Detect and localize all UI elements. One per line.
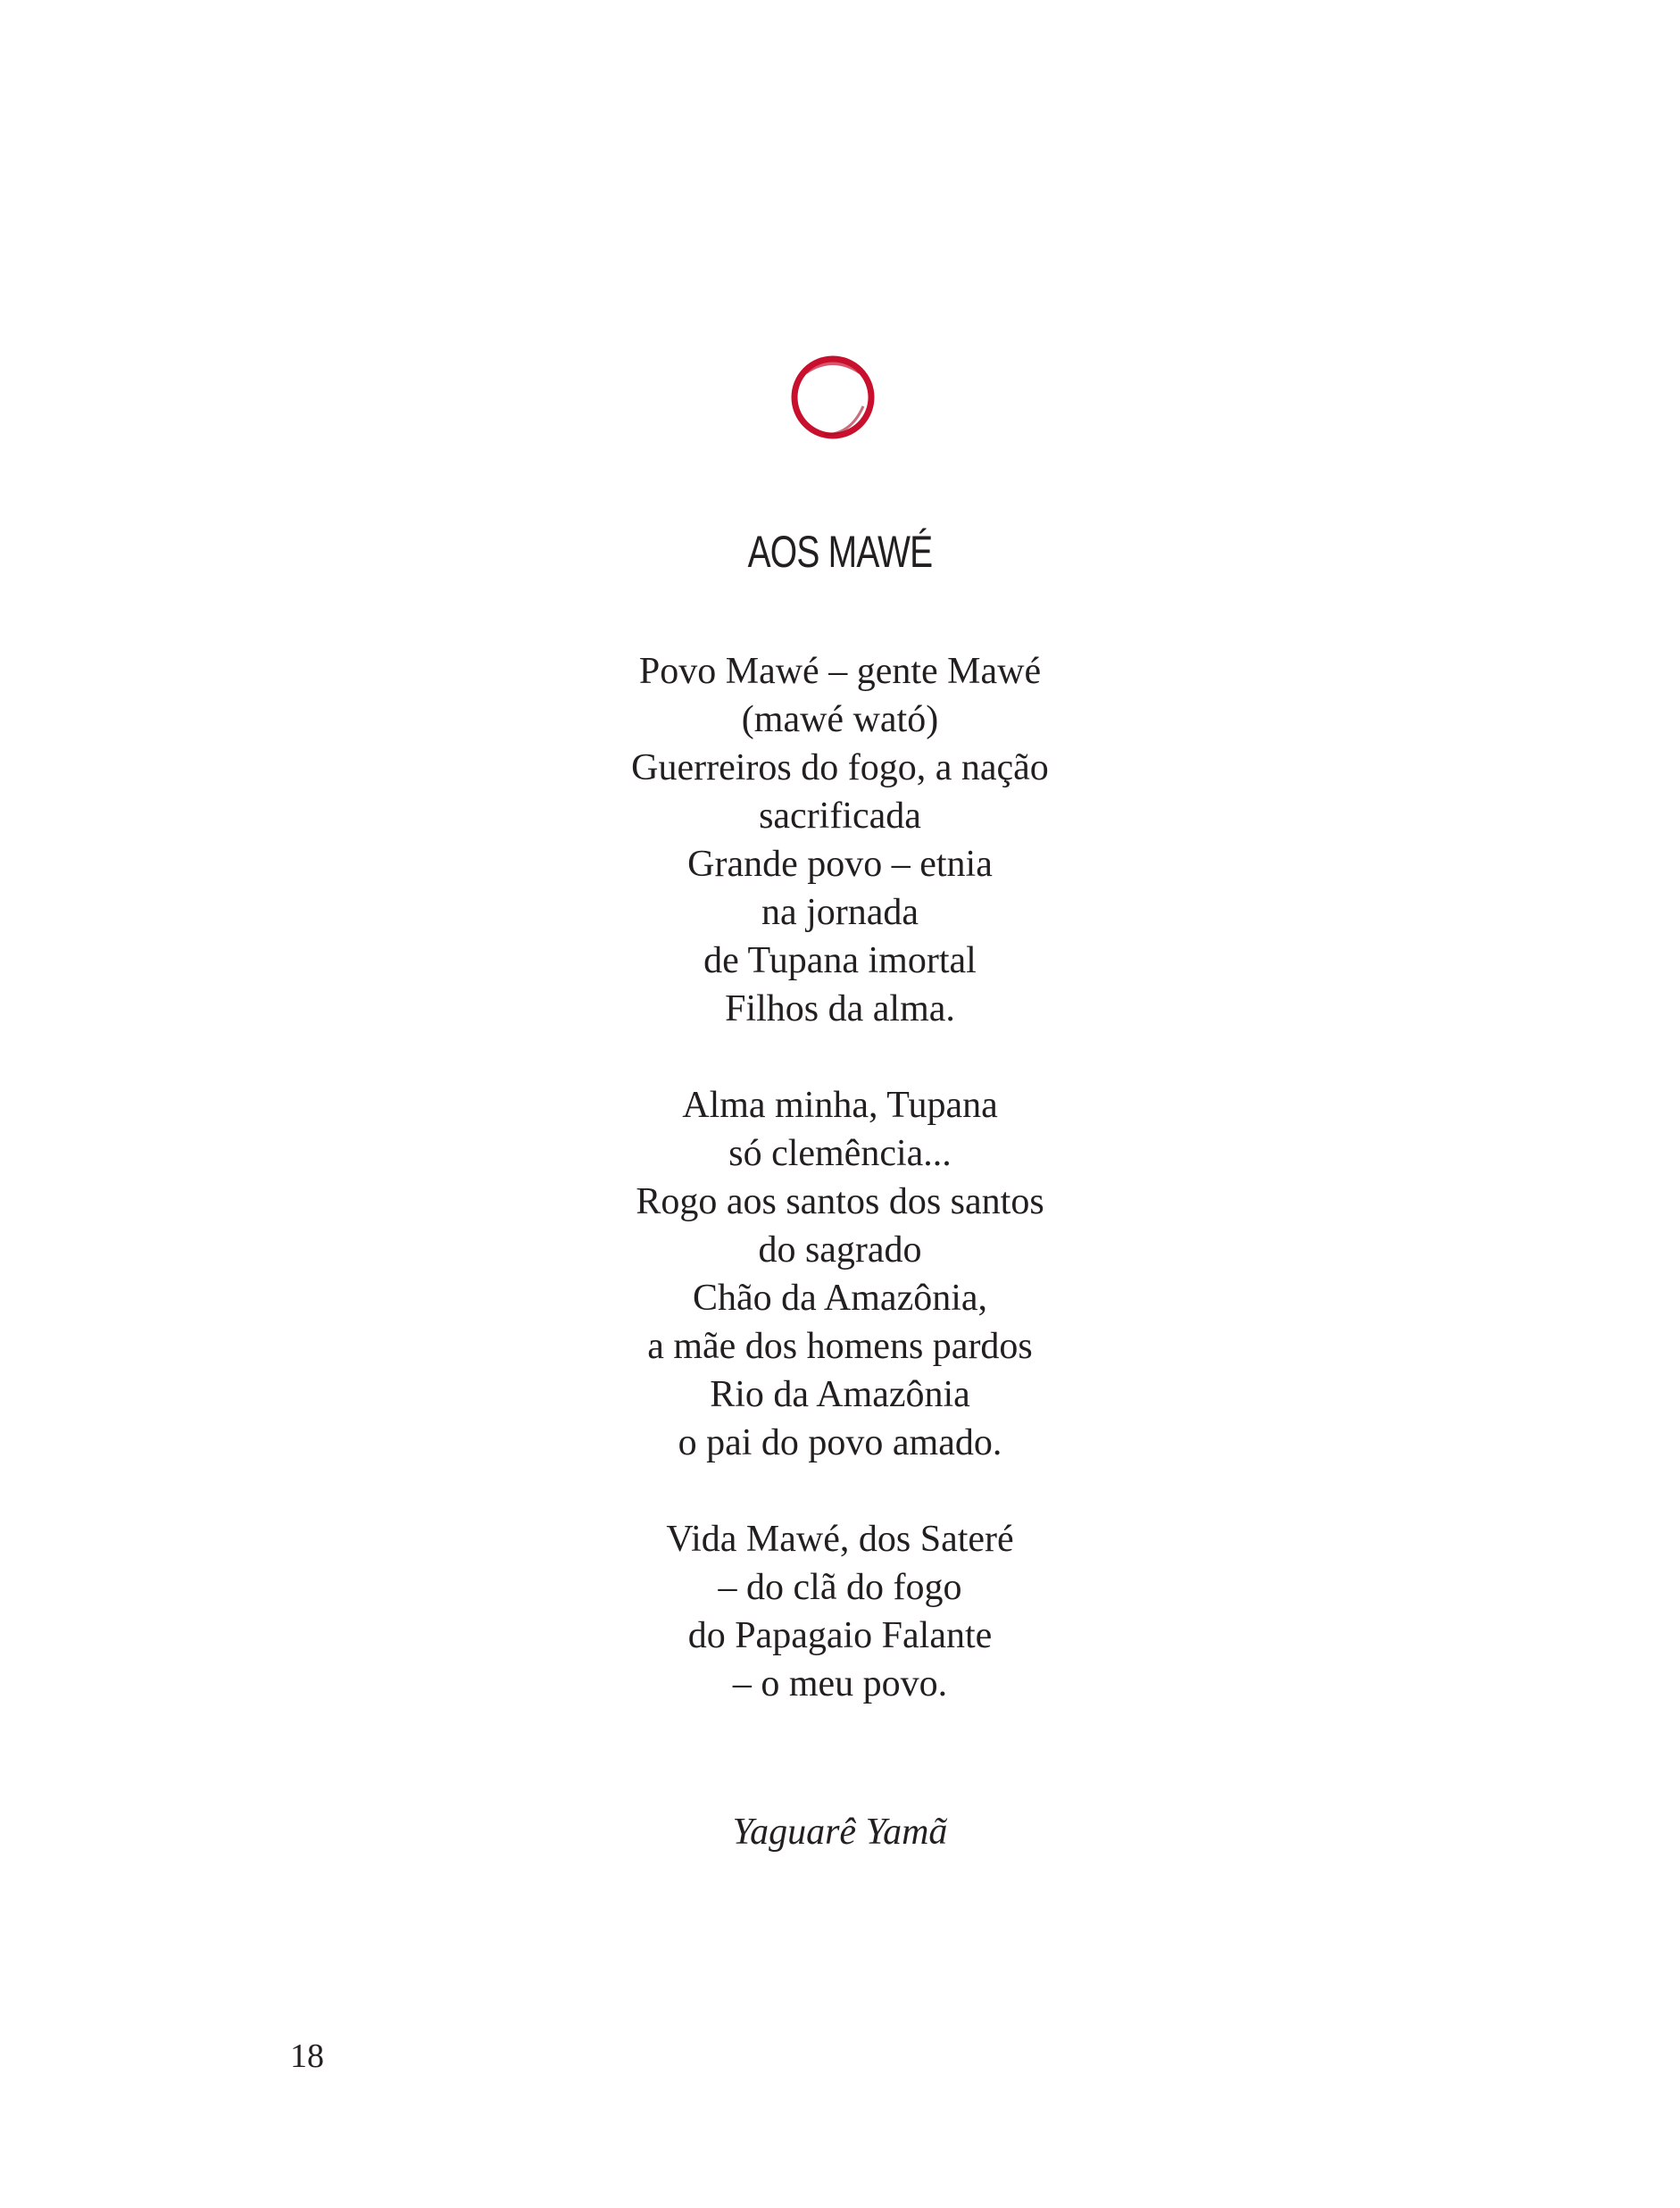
page-number: 18 bbox=[290, 2037, 324, 2075]
poem-line: Povo Mawé – gente Mawé bbox=[638, 651, 1042, 692]
poem-line: de Tupana imortal bbox=[703, 940, 977, 981]
poem-line: Rogo aos santos dos santos bbox=[636, 1181, 1044, 1222]
poem-line: Guerreiros do fogo, a nação bbox=[631, 747, 1049, 788]
stanza-1 bbox=[0, 647, 1680, 1033]
poem-line: Grande povo – etnia bbox=[687, 844, 993, 885]
stanza-2 bbox=[0, 1081, 1680, 1467]
poem-line: Vida Mawé, dos Sateré bbox=[666, 1519, 1014, 1560]
poem-author: Yaguarê Yamã bbox=[732, 1812, 948, 1853]
poem-line: do Papagaio Falante bbox=[687, 1615, 993, 1656]
poem-line: Filhos da alma. bbox=[725, 988, 955, 1029]
poem-line: a mãe dos homens pardos bbox=[647, 1326, 1033, 1367]
poem-line: Chão da Amazônia, bbox=[692, 1278, 988, 1319]
poem-line: na jornada bbox=[761, 892, 919, 933]
poem-title: AOS MAWÉ bbox=[747, 527, 933, 577]
stanza-3 bbox=[0, 1515, 1680, 1708]
poem-line: Alma minha, Tupana bbox=[682, 1085, 998, 1126]
poem-line: – o meu povo. bbox=[732, 1663, 948, 1704]
poem-line: só clemência... bbox=[728, 1133, 952, 1174]
poem-line: (mawé wató) bbox=[741, 699, 939, 740]
poem-body bbox=[0, 647, 1680, 1756]
poem-line: do sagrado bbox=[758, 1229, 922, 1271]
red-circle-icon bbox=[788, 353, 877, 442]
poem-line: sacrificada bbox=[759, 796, 921, 837]
poem-line: – do clã do fogo bbox=[718, 1567, 962, 1608]
poem-line: o pai do povo amado. bbox=[678, 1422, 1002, 1463]
poem-line: Rio da Amazônia bbox=[710, 1374, 970, 1415]
